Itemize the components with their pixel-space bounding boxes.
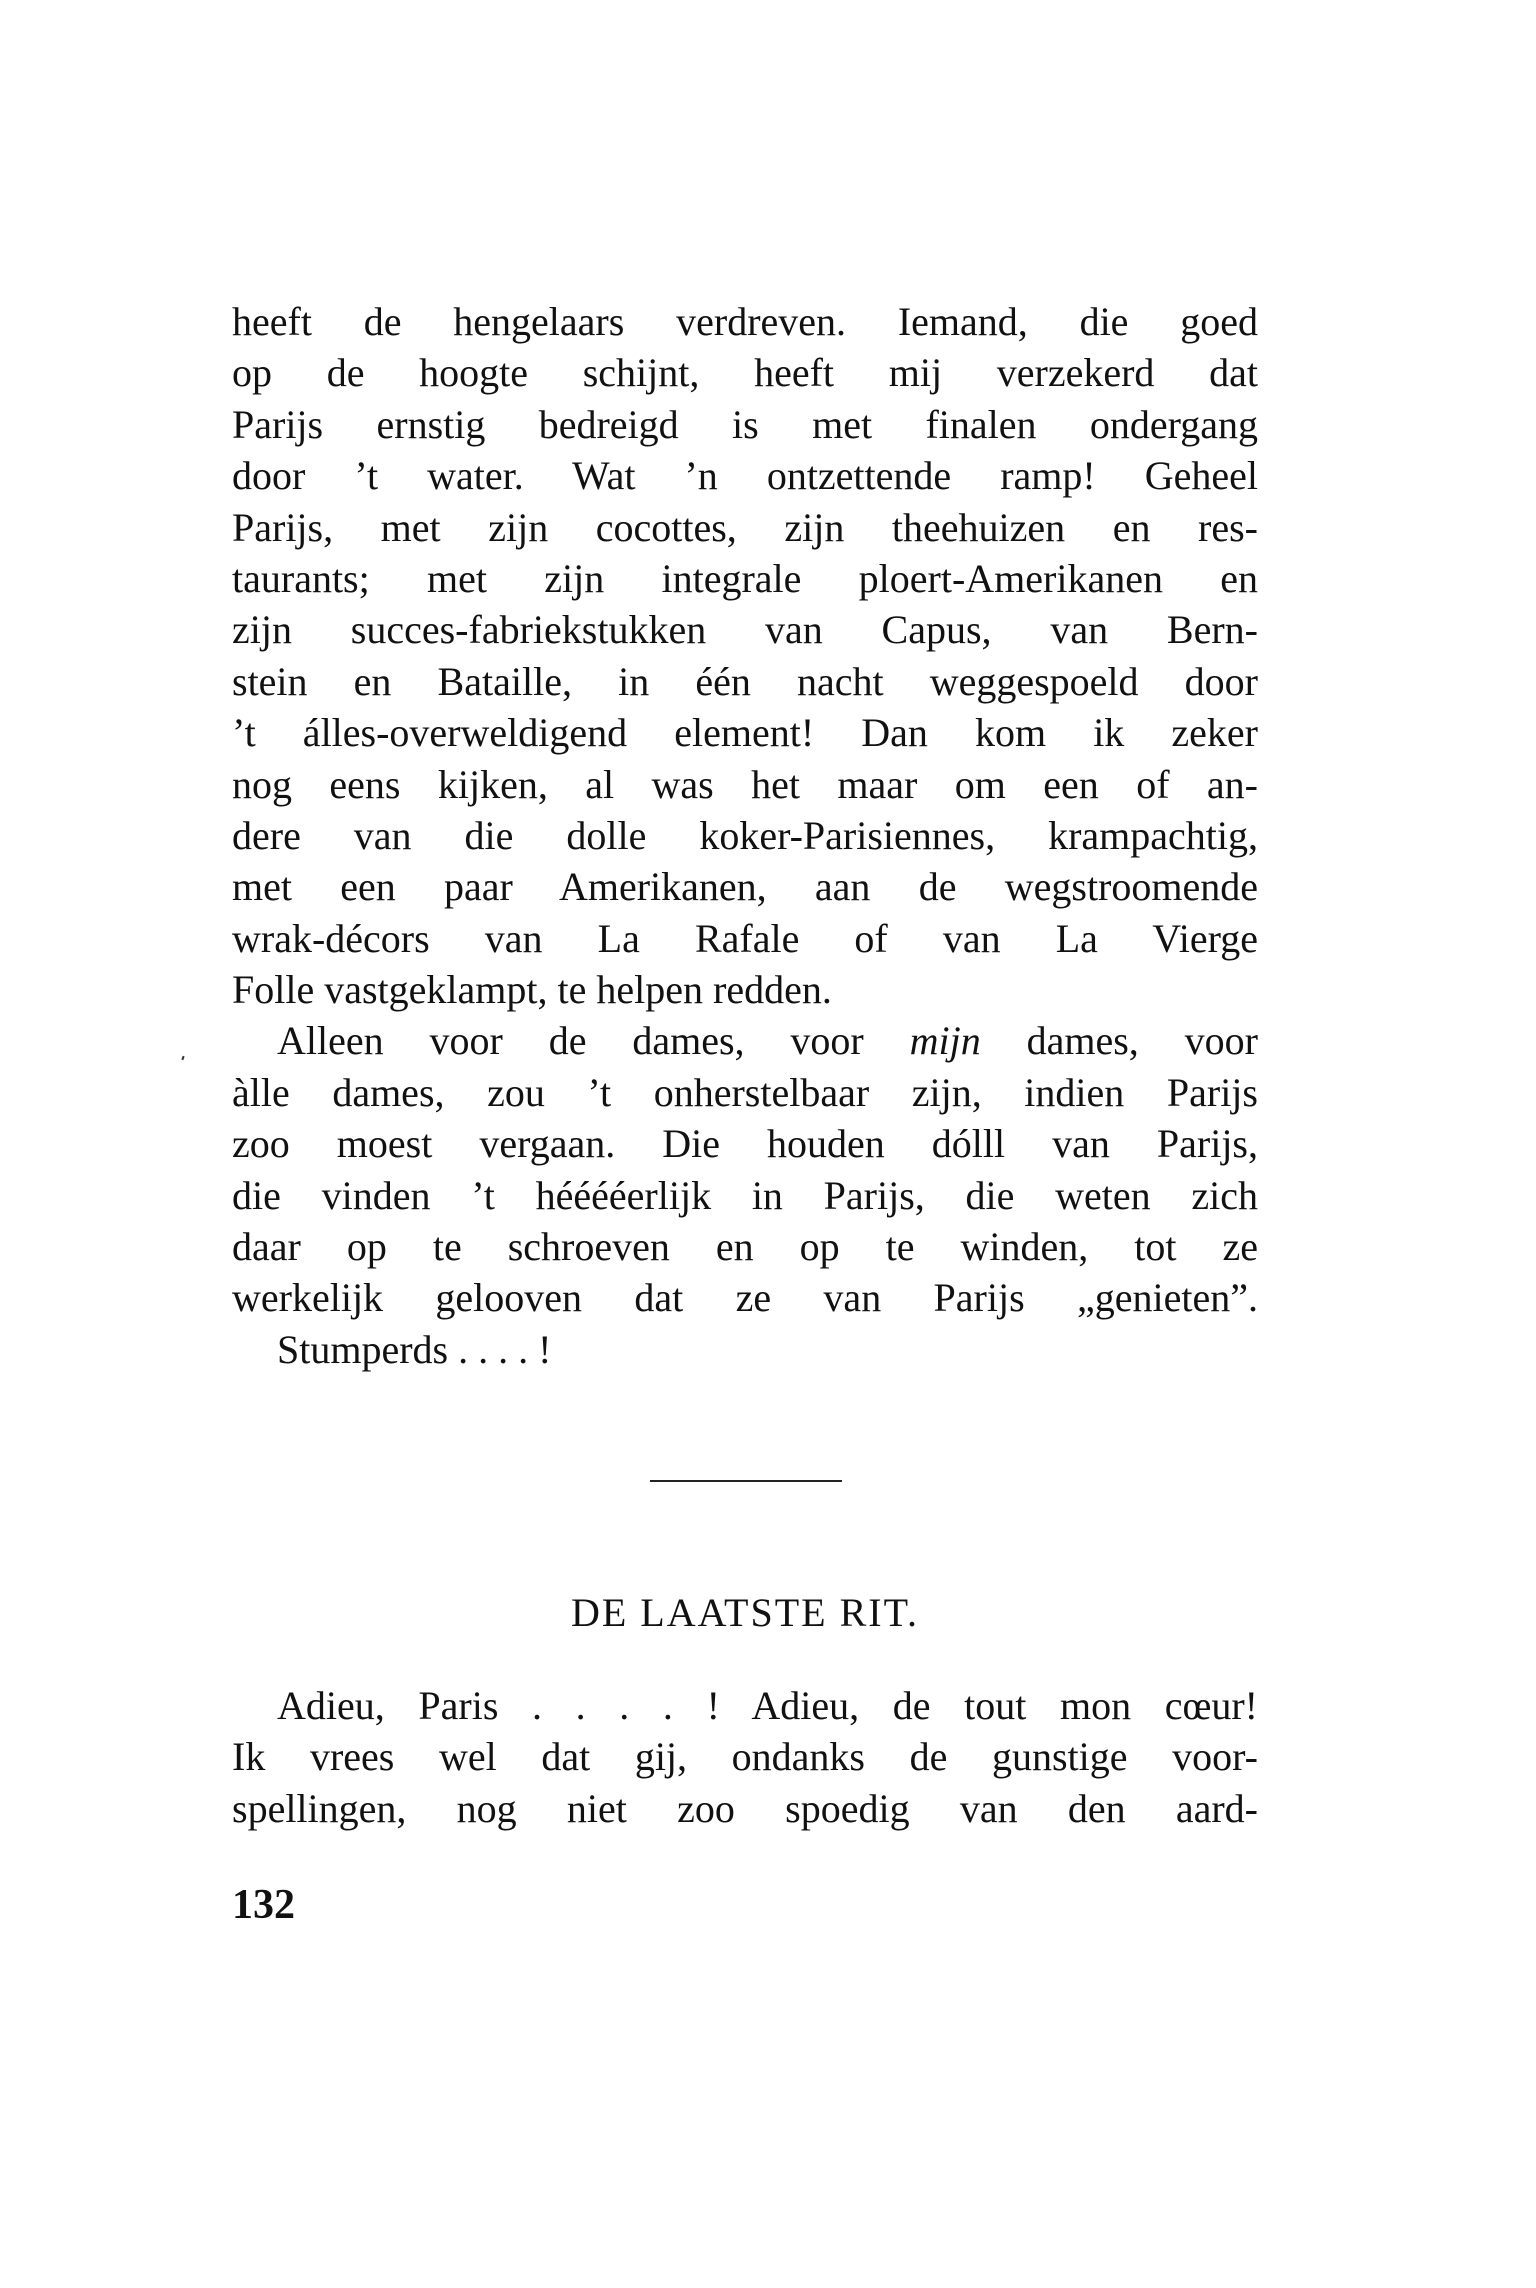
print-speck: [181, 1056, 184, 1060]
text-line: wrak-décors van La Rafale of van La Vierge: [232, 915, 1258, 961]
text-line: Parijs ernstig bedreigd is met finalen ondergang: [232, 401, 1258, 447]
text-line: daar op te schroeven en op te winden, tot ze: [232, 1224, 1258, 1270]
text-line: heeft de hengelaars verdreven. Iemand, die goed: [232, 299, 1258, 344]
text-line: Adieu, Paris . . . . ! Adieu, de tout mon cœur!: [277, 1683, 1258, 1728]
text-fragment: Alleen voor de dames, voor: [277, 1018, 910, 1064]
text-line: ’t álles-overweldigend element! Dan kom ik zeker: [232, 710, 1258, 756]
emphasized-word: mijn: [909, 1018, 981, 1064]
closing-exclamation: Stumperds . . . . !: [277, 1326, 552, 1372]
page-number: 132: [232, 1882, 295, 1928]
paragraph-chapter-opening: [232, 1680, 1258, 1834]
text-line: door ’t water. Wat ’n ontzettende ramp! Geheel: [232, 453, 1258, 499]
text-line: àlle dames, zou ’t onherstelbaar zijn, indien Parijs: [232, 1069, 1258, 1115]
section-divider: [650, 1480, 842, 1482]
text-line: werkelijk gelooven dat ze van Parijs „genieten”.: [232, 1275, 1258, 1321]
paragraph-paris-flood: [232, 296, 1258, 1375]
text-line: nog eens kijken, al was het maar om een of an-: [232, 761, 1258, 807]
text-line: Ik vrees wel dat gij, ondanks de gunstige voor-: [232, 1734, 1258, 1780]
text-line: stein en Bataille, in één nacht weggespoeld door: [232, 658, 1258, 704]
text-line: taurants; met zijn integrale ploert-Amerikanen en: [232, 555, 1258, 601]
text-line: dere van die dolle koker-Parisiennes, krampachtig,: [232, 812, 1258, 858]
text-line: Folle vastgeklampt, te helpen redden.: [232, 967, 832, 1013]
text-line: op de hoogte schijnt, heeft mij verzekerd dat: [232, 350, 1258, 396]
text-line: spellingen, nog niet zoo spoedig van den aard-: [232, 1785, 1258, 1831]
text-line: zoo moest vergaan. Die houden dólll van Parijs,: [232, 1121, 1258, 1167]
text-fragment: dames, voor: [980, 1018, 1259, 1064]
text-line: zijn succes-fabriekstukken van Capus, van Bern-: [232, 607, 1258, 653]
chapter-title: DE LAATSTE RIT.: [570, 1590, 920, 1635]
text-line-with-emphasis: [232, 1015, 1258, 1066]
text-line: Parijs, met zijn cocottes, zijn theehuizen en res-: [232, 504, 1258, 550]
text-line: met een paar Amerikanen, aan de wegstroomende: [232, 864, 1258, 910]
text-line: die vinden ’t hééééerlijk in Parijs, die weten zich: [232, 1172, 1258, 1218]
